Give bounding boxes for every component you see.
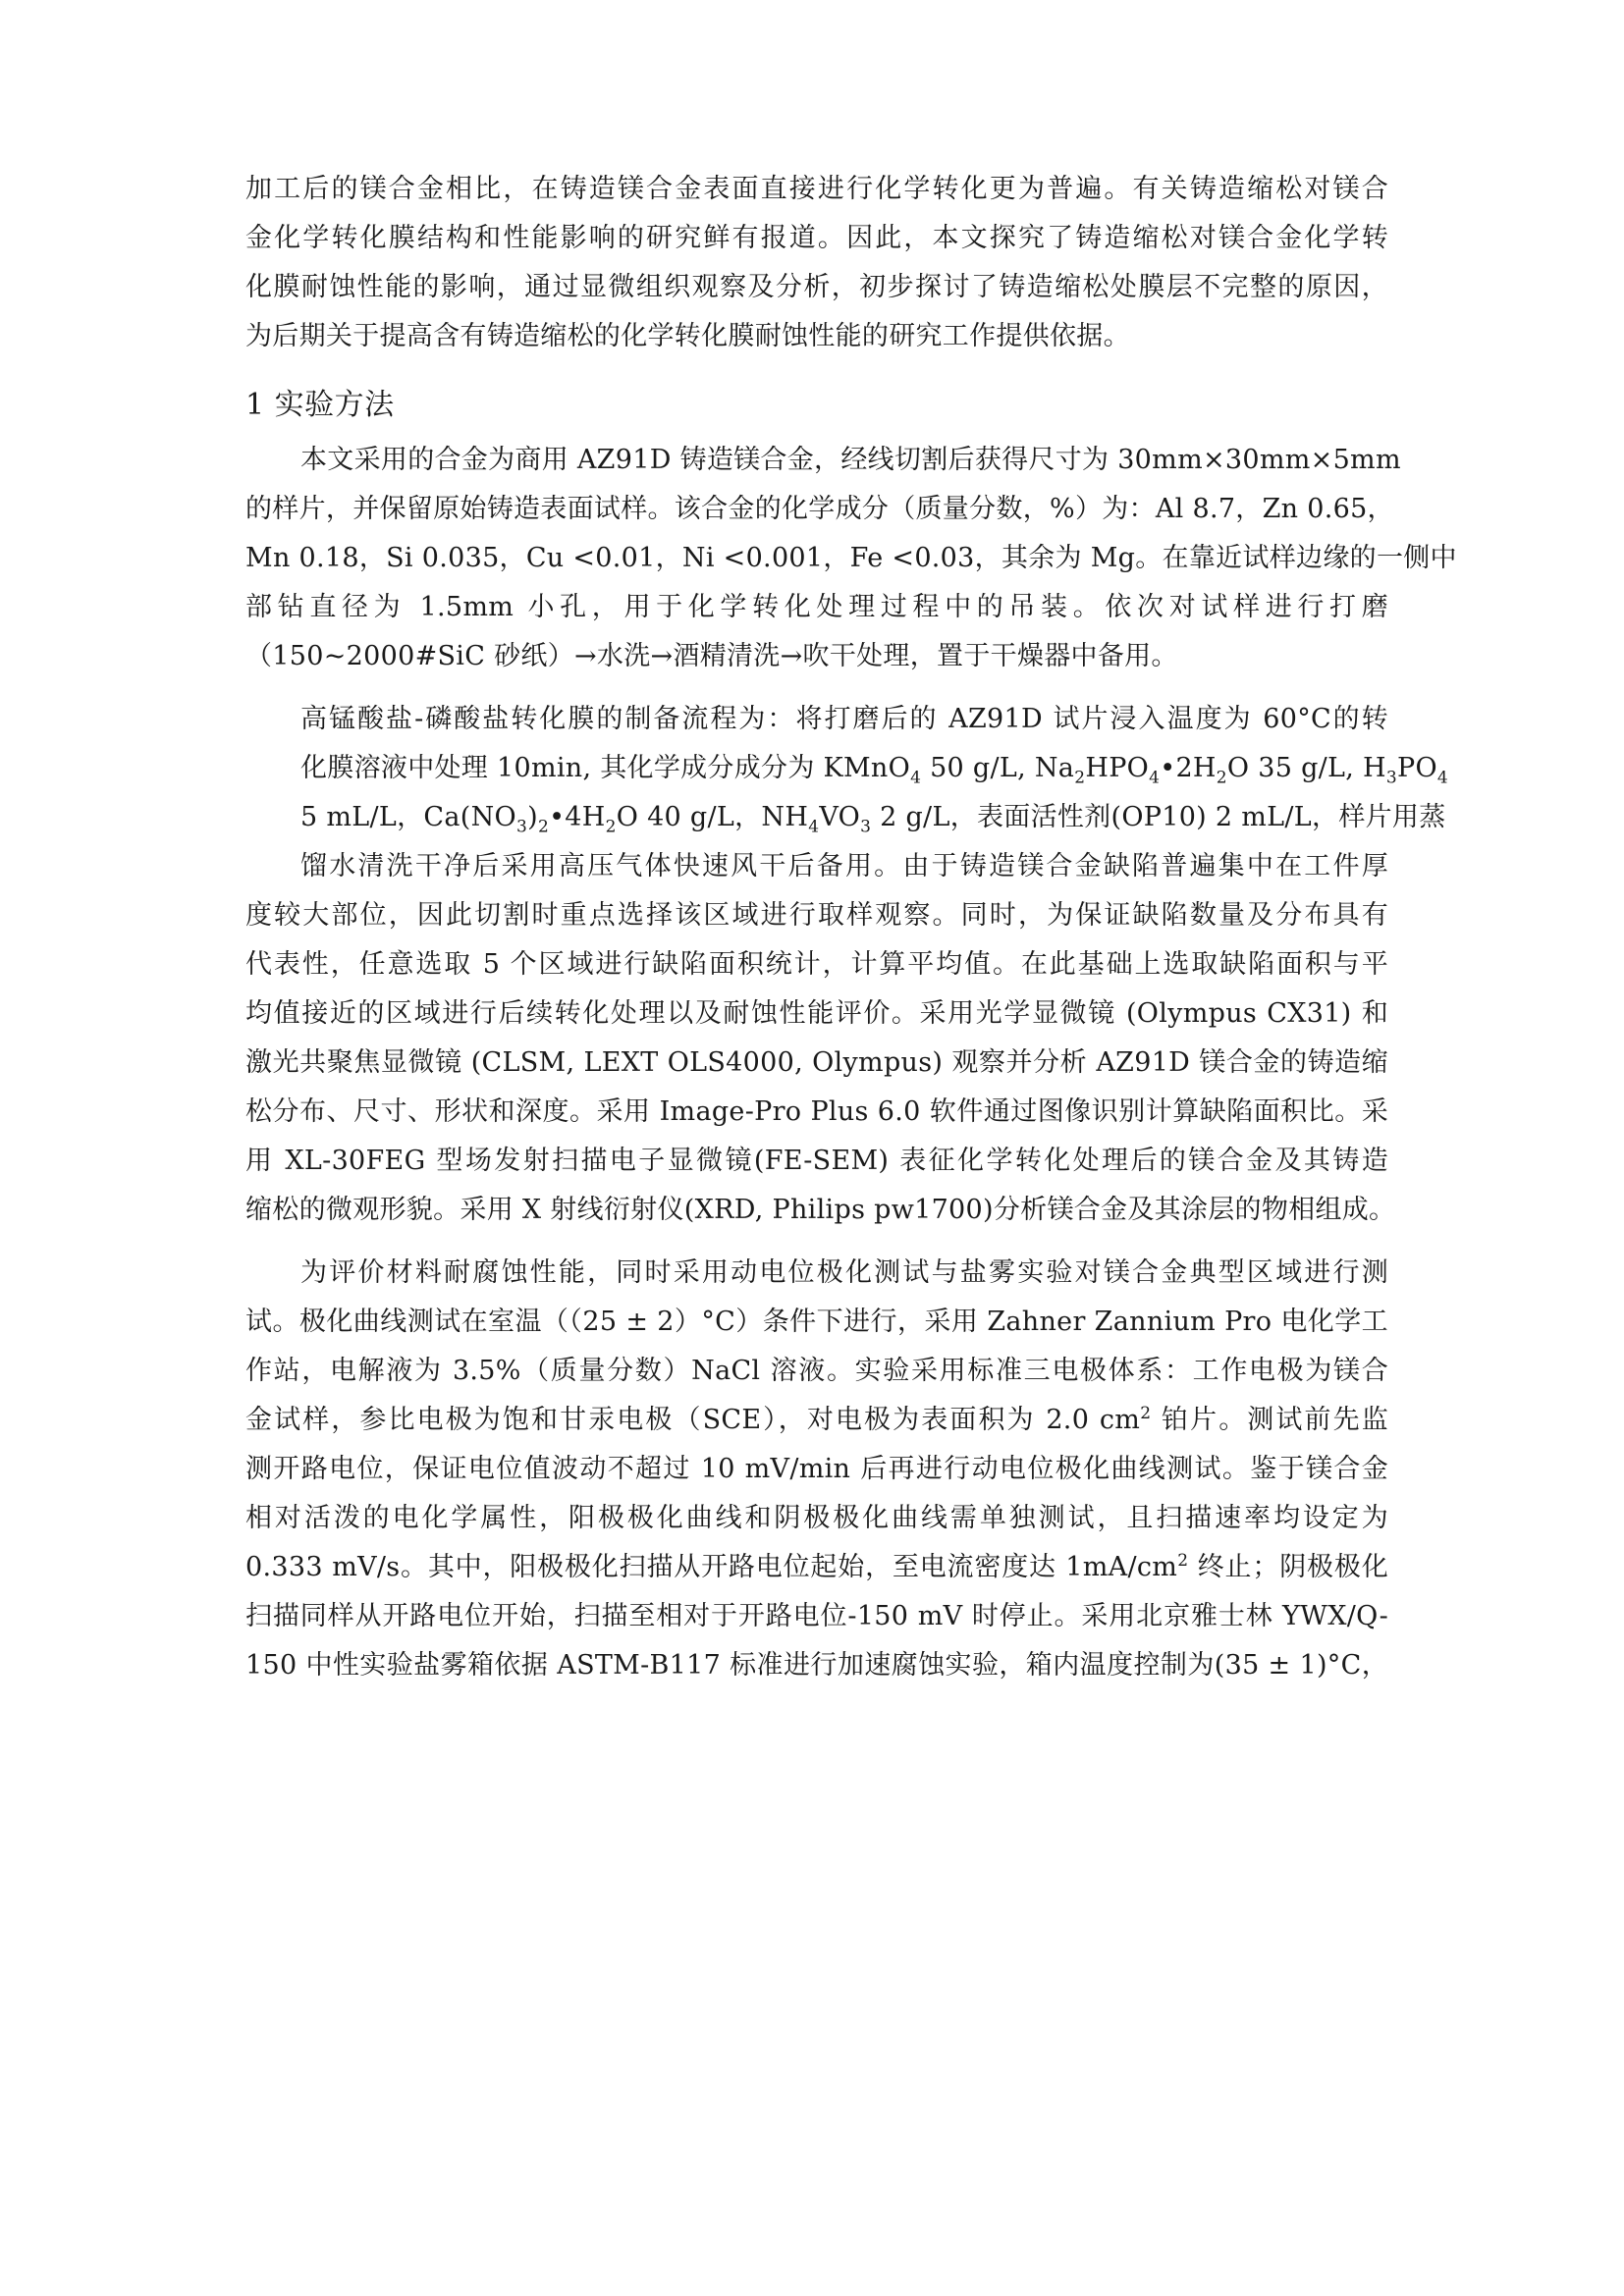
text-line: 150 中性实验盐雾箱依据 ASTM-B117 标准进行加速腐蚀实验，箱内温度控制为(35 ± 1)°C，	[245, 1650, 1388, 1681]
subscript: 4	[808, 817, 820, 837]
text-line: 加工后的镁合金相比，在铸造镁合金表面直接进行化学转化更为普遍。有关铸造缩松对镁合	[245, 174, 1388, 204]
subscript: 2	[1074, 768, 1086, 788]
paragraph-preparation	[245, 695, 1449, 1235]
text-line: 为后期关于提高含有铸造缩松的化学转化膜耐蚀性能的研究工作提供依据。	[245, 321, 1130, 351]
text-segment: PO	[1397, 753, 1437, 783]
text-segment: 金试样，参比电极为饱和甘汞电极（SCE），对电极为表面积为 2.0 cm	[245, 1405, 1141, 1435]
text-segment: HPO	[1085, 753, 1150, 783]
text-line: 度较大部位，因此切割时重点选择该区域进行取样观察。同时，为保证缺陷数量及分布具有	[245, 900, 1388, 931]
text-line: 扫描同样从开路电位开始，扫描至相对于开路电位-150 mV 时停止。采用北京雅士林 YWX/Q-	[245, 1601, 1388, 1631]
formula-line	[245, 744, 1449, 793]
text-line: （150~2000#SiC 砂纸）→水洗→酒精清洗→吹干处理，置于干燥器中备用。	[245, 641, 1178, 671]
text-line: 高锰酸盐-磷酸盐转化膜的制备流程为：将打磨后的 AZ91D 试片浸入温度为 60°C的转	[300, 704, 1388, 734]
text-line: 金化学转化膜结构和性能影响的研究鲜有报道。因此，本文探究了铸造缩松对镁合金化学转	[245, 223, 1388, 253]
subscript: 3	[515, 817, 528, 837]
text-segment: 2 g/L，表面活性剂(OP10) 2 mL/L，样片用蒸	[871, 802, 1446, 832]
text-segment: 5 mL/L，Ca(NO	[300, 802, 516, 832]
text-segment: •4H	[549, 802, 606, 832]
text-segment: 50 g/L, Na	[921, 753, 1075, 783]
subscript: 4	[910, 768, 922, 788]
text-line: 相对活泼的电化学属性，阳极极化曲线和阴极极化曲线需单独测试，且扫描速率均设定为	[245, 1503, 1388, 1533]
text-line: Mn 0.18，Si 0.035，Cu <0.01，Ni <0.001，Fe <0.03，其余为 Mg。在靠近试样边缘的一侧中	[245, 543, 1457, 573]
text-line: 激光共聚焦显微镜 (CLSM, LEXT OLS4000, Olympus) 观察并分析 AZ91D 镁合金的铸造缩	[245, 1047, 1388, 1078]
text-line: 测开路电位，保证电位值波动不超过 10 mV/min 后再进行动电位极化曲线测试。鉴于镁合金	[245, 1454, 1388, 1484]
text-line: 化膜耐蚀性能的影响，通过显微组织观察及分析，初步探讨了铸造缩松处膜层不完整的原因，	[245, 272, 1388, 302]
text-segment: O 40 g/L，NH	[616, 802, 809, 832]
text-segment: )	[527, 802, 538, 832]
text-line: 试。极化曲线测试在室温（（25 ± 2）°C）条件下进行，采用 Zahner Zannium Pro 电化学工	[245, 1307, 1388, 1337]
subscript: 4	[1436, 768, 1449, 788]
text-line: 本文采用的合金为商用 AZ91D 铸造镁合金，经线切割后获得尺寸为 30mm×30mm×5mm	[300, 445, 1401, 475]
text-line: 部钻直径为 1.5mm 小孔，用于化学转化处理过程中的吊装。依次对试样进行打磨	[245, 592, 1388, 622]
subscript: 3	[860, 817, 872, 837]
formula-line	[245, 1543, 1388, 1592]
text-line: 用 XL-30FEG 型场发射扫描电子显微镜(FE-SEM) 表征化学转化处理后的镁合金及其铸造	[245, 1146, 1388, 1176]
formula-line	[245, 1396, 1388, 1445]
text-line: 馏水清洗干净后采用高压气体快速风干后备用。由于铸造镁合金缺陷普遍集中在工件厚	[300, 851, 1388, 881]
formula-line	[245, 793, 1446, 842]
superscript: 2	[1140, 1404, 1152, 1423]
subscript: 4	[1149, 768, 1161, 788]
text-segment: O 35 g/L, H	[1226, 753, 1386, 783]
text-line: 的样片，并保留原始铸造表面试样。该合金的化学成分（质量分数，%）为：Al 8.7，Zn 0.65，	[245, 494, 1394, 524]
subscript: 2	[537, 817, 550, 837]
text-segment: 0.333 mV/s。其中，阳极极化扫描从开路电位起始，至电流密度达 1mA/cm	[245, 1552, 1178, 1582]
superscript: 2	[1177, 1551, 1189, 1571]
text-line: 为评价材料耐腐蚀性能，同时采用动电位极化测试与盐雾实验对镁合金典型区域进行测	[300, 1257, 1388, 1288]
intro-paragraph	[245, 165, 1388, 361]
text-line: 代表性，任意选取 5 个区域进行缺陷面积统计，计算平均值。在此基础上选取缺陷面积与平	[245, 949, 1388, 980]
paragraph-materials	[245, 436, 1457, 681]
subscript: 3	[1385, 768, 1398, 788]
paragraph-corrosion-testing	[245, 1249, 1388, 1690]
section-heading: 1 实验方法	[245, 388, 395, 422]
text-line: 松分布、尺寸、形状和深度。采用 Image-Pro Plus 6.0 软件通过图像识别计算缺陷面积比。采	[245, 1096, 1388, 1127]
text-segment: •2H	[1160, 753, 1217, 783]
text-line: 均值接近的区域进行后续转化处理以及耐蚀性能评价。采用光学显微镜 (Olympus CX31) 和	[245, 998, 1388, 1029]
subscript: 2	[1216, 768, 1227, 788]
text-line: 缩松的微观形貌。采用 X 射线衍射仪(XRD, Philips pw1700)分析镁合金及其涂层的物相组成。	[245, 1195, 1396, 1225]
text-segment: 铂片。测试前先监	[1151, 1405, 1388, 1435]
text-segment: 终止；阴极极化	[1188, 1552, 1388, 1582]
subscript: 2	[605, 817, 617, 837]
text-line: 作站，电解液为 3.5%（质量分数）NaCl 溶液。实验采用标准三电极体系：工作电极为镁合	[245, 1356, 1388, 1386]
text-segment: 化膜溶液中处理 10min, 其化学成分成分为 KMnO	[300, 753, 911, 783]
text-segment: VO	[819, 802, 861, 832]
page-body	[245, 165, 1457, 1690]
